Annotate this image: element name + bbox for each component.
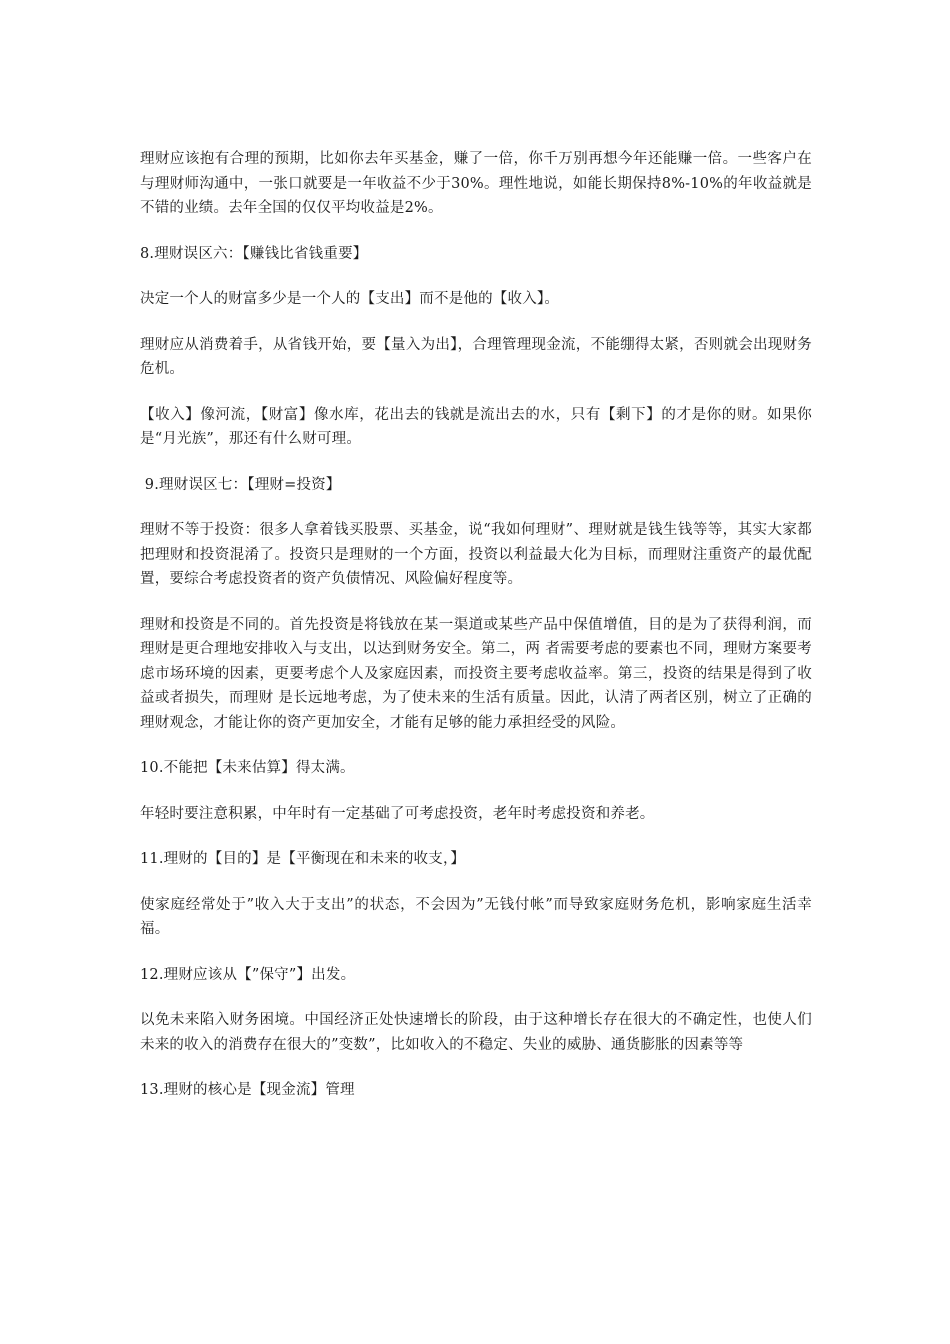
heading-future-estimate: 10.不能把【未来估算】得太满。 (140, 760, 355, 776)
paragraph-river-reservoir: 【收入】像河流，【财富】像水库，花出去的钱就是流出去的水，只有【剩下】的才是你的财。如果你是“月光族”，那还有什么财可理。 (140, 406, 812, 447)
heading-cash-flow: 13.理财的核心是【现金流】管理 (140, 1082, 355, 1098)
heading-purpose: 11.理财的【目的】是【平衡现在和未来的收支，】 (140, 851, 466, 867)
heading-misconception-six: 8.理财误区六：【赚钱比省钱重要】 (140, 245, 368, 262)
paragraph-finance-investment-difference: 理财和投资是不同的。首先投资是将钱放在某一渠道或某些产品中保值增值，目的是为了获得利润，而理财是更合理地安排收入与支出，以达到财务安全。第二，两 者需要考虑的要素也不同，理财方案要考虑市场环境的因素，更要考虑个人及家庭因素，而投资主要考虑收益率。第三，投资的结果是得到了收益或者损失，而理财 是长远地考虑，为了使未来的生活有质量。因此，认清了两者区别，树立了正确的理财观念，才能让你的资产更加安全，才能有足够的能力承担经受的风险。 (140, 616, 812, 731)
paragraph-uncertainty: 以免未来陷入财务困境。中国经济正处快速增长的阶段，由于这种增长存在很大的不确定性，也使人们未来的收入的消费存在很大的”变数”，比如收入的不稳定、失业的威胁、通货膨胀的因素等等 (140, 1012, 812, 1053)
paragraph-finance-not-investment: 理财不等于投资：很多人拿着钱买股票、买基金，说“我如何理财”、理财就是钱生钱等等，其实大家都把理财和投资混淆了。投资只是理财的一个方面，投资以利益最大化为目标，而理财注重资产的最优配置，要综合考虑投资者的资产负债情况、风险偏好程度等。 (140, 522, 812, 587)
paragraph-income-over-expense: 使家庭经常处于”收入大于支出”的状态，不会因为”无钱付帐”而导致家庭财务危机，影响家庭生活幸福。 (140, 896, 812, 937)
paragraph-spending-vs-income: 决定一个人的财富多少是一个人的【支出】而不是他的【收入】。 (140, 291, 560, 307)
paragraph-life-stages: 年轻时要注意积累，中年时有一定基础了可考虑投资，老年时考虑投资和养老。 (140, 805, 655, 822)
document-body (140, 147, 812, 1124)
heading-conservative: 12.理财应该从【”保守”】出发。 (140, 966, 356, 983)
heading-misconception-seven: 9.理财误区七：【理财=投资】 (140, 476, 341, 493)
paragraph-start-from-saving: 理财应从消费着手，从省钱开始，要【量入为出】，合理管理现金流，不能绷得太紧，否则就会出现财务危机。 (140, 336, 812, 377)
paragraph-expectations: 理财应该抱有合理的预期，比如你去年买基金，赚了一倍，你千万别再想今年还能赚一倍。一些客户在与理财师沟通中，一张口就要是一年收益不少于30%。理性地说，如能长期保持8%-10%的年收益就是不错的业绩。去年全国的仅仅平均收益是2%。 (140, 151, 812, 216)
